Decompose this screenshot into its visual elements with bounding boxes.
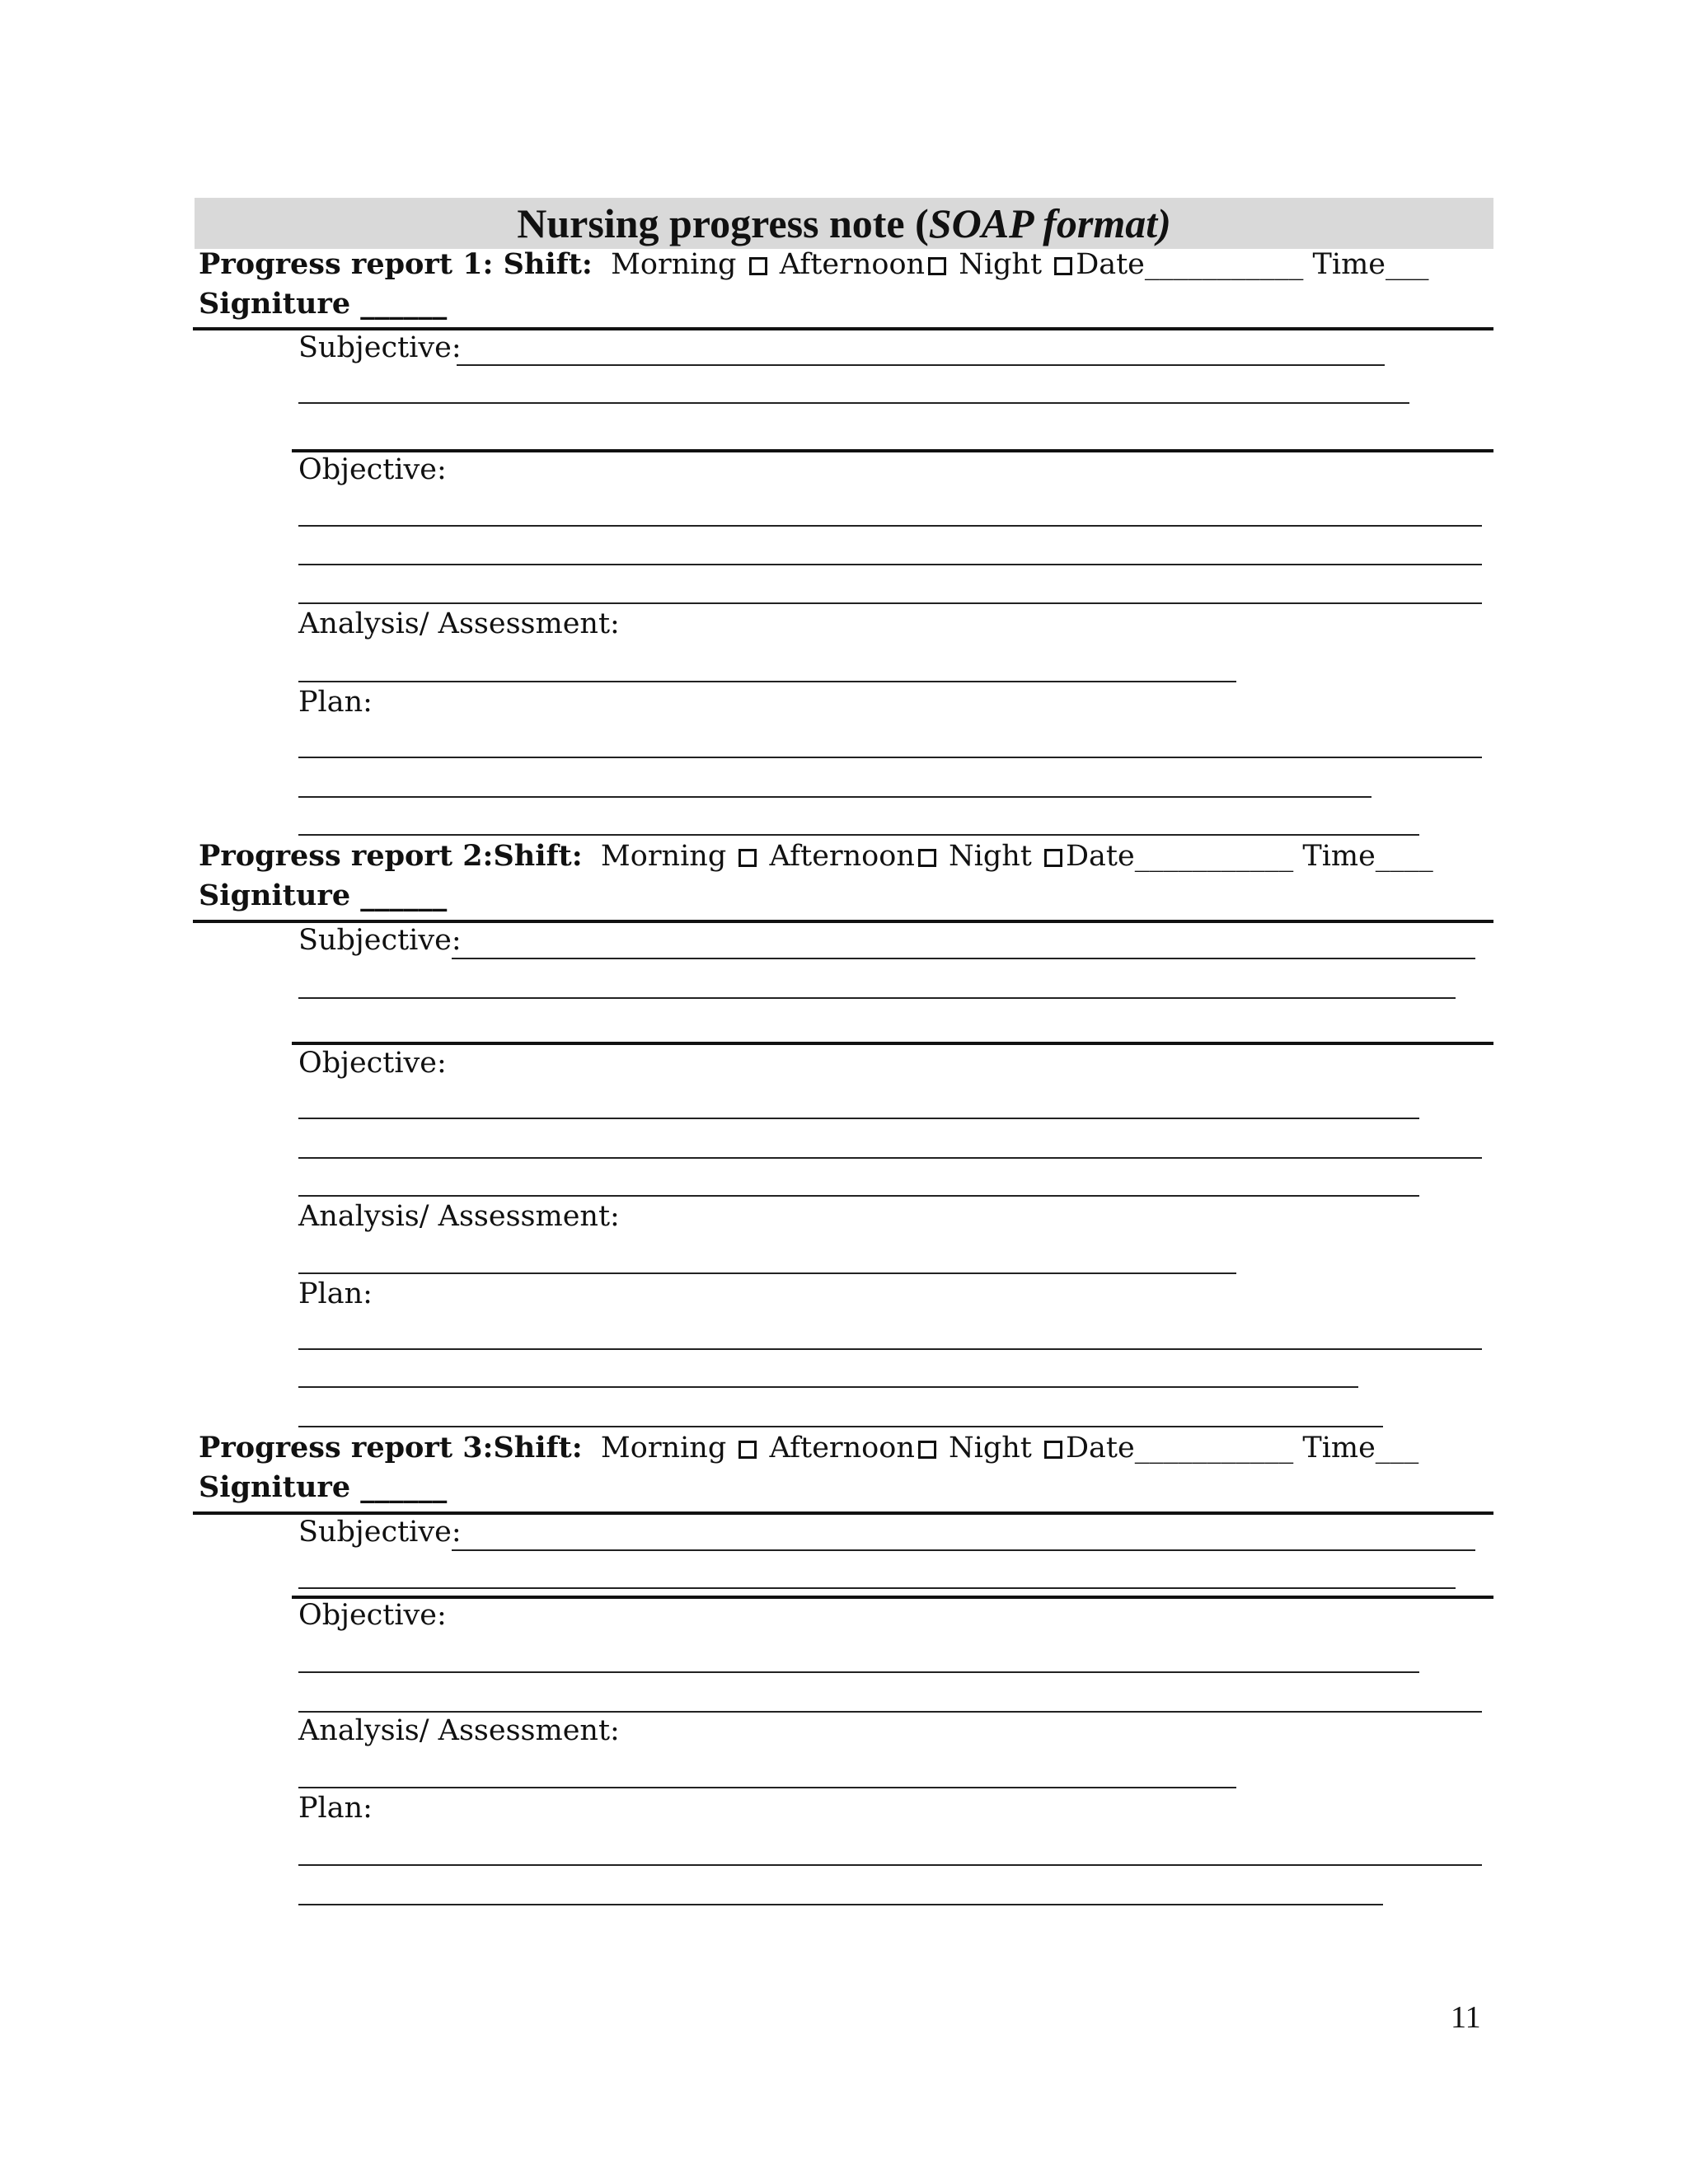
page-title	[195, 198, 1493, 249]
morning-checkbox[interactable]	[749, 257, 767, 275]
subjective-line[interactable]	[452, 1549, 1475, 1551]
objective-line[interactable]	[298, 1157, 1482, 1159]
report-heading: Progress report 1: Shift:	[199, 247, 593, 281]
morning-label: Morning	[600, 840, 727, 873]
subjective-line[interactable]	[298, 997, 1456, 999]
objective-line[interactable]	[298, 564, 1482, 565]
night-checkbox[interactable]	[1044, 1441, 1062, 1459]
afternoon-label: Afternoon	[769, 1432, 915, 1465]
subjective-line[interactable]	[298, 1587, 1456, 1589]
report-2-header	[199, 839, 1433, 873]
subjective-label: Subjective:	[298, 924, 462, 957]
night-label: Night	[949, 1432, 1032, 1465]
title-main: Nursing progress note (	[517, 200, 929, 246]
subjective-line[interactable]	[452, 958, 1475, 959]
plan-line[interactable]	[298, 1904, 1383, 1905]
plan-label: Plan:	[298, 686, 373, 719]
analysis-line[interactable]	[298, 1787, 1236, 1788]
plan-line[interactable]	[298, 1386, 1358, 1388]
analysis-label: Analysis/ Assessment:	[298, 1200, 620, 1233]
objective-label: Objective:	[298, 1599, 447, 1632]
plan-line[interactable]	[298, 834, 1419, 836]
afternoon-label: Afternoon	[779, 248, 926, 281]
plan-label: Plan:	[298, 1792, 373, 1825]
objective-label: Objective:	[298, 1047, 447, 1080]
objective-line[interactable]	[298, 1195, 1419, 1197]
morning-label: Morning	[600, 1432, 727, 1465]
signature-field[interactable]: Signiture ______	[199, 879, 448, 912]
afternoon-checkbox[interactable]	[918, 849, 936, 867]
subjective-label: Subjective:	[298, 1516, 462, 1549]
objective-line[interactable]	[298, 602, 1482, 604]
section-rule	[193, 1511, 1493, 1515]
date-field[interactable]: Date___________	[1066, 840, 1294, 873]
report-heading: Progress report 2:Shift:	[199, 839, 583, 873]
analysis-label: Analysis/ Assessment:	[298, 607, 620, 640]
night-checkbox[interactable]	[1044, 849, 1062, 867]
night-label: Night	[959, 248, 1043, 281]
report-1-header	[199, 247, 1429, 281]
plan-line[interactable]	[298, 1864, 1482, 1866]
analysis-line[interactable]	[298, 1272, 1236, 1274]
morning-checkbox[interactable]	[738, 1441, 757, 1459]
report-heading: Progress report 3:Shift:	[199, 1431, 583, 1465]
section-rule	[292, 1042, 1493, 1045]
plan-line[interactable]	[298, 1426, 1383, 1427]
morning-label: Morning	[611, 248, 737, 281]
time-field[interactable]: Time___	[1312, 248, 1429, 281]
subjective-line[interactable]	[457, 364, 1385, 366]
title-italic: SOAP format)	[928, 200, 1171, 246]
subjective-label: Subjective:	[298, 331, 462, 364]
objective-label: Objective:	[298, 453, 447, 486]
night-label: Night	[949, 840, 1032, 873]
afternoon-checkbox[interactable]	[928, 257, 946, 275]
subjective-line[interactable]	[298, 402, 1409, 404]
plan-label: Plan:	[298, 1277, 373, 1310]
objective-line[interactable]	[298, 525, 1482, 527]
signature-field[interactable]: Signiture ______	[199, 287, 448, 321]
page-number: 11	[1451, 2000, 1481, 2035]
section-rule	[292, 449, 1493, 452]
date-field[interactable]: Date___________	[1066, 1432, 1294, 1465]
night-checkbox[interactable]	[1054, 257, 1072, 275]
section-rule	[193, 920, 1493, 923]
objective-line[interactable]	[298, 1671, 1419, 1673]
date-field[interactable]: Date___________	[1076, 248, 1304, 281]
morning-checkbox[interactable]	[738, 849, 757, 867]
plan-line[interactable]	[298, 757, 1482, 758]
objective-line[interactable]	[298, 1711, 1482, 1713]
objective-line[interactable]	[298, 1118, 1419, 1119]
section-rule	[193, 327, 1493, 330]
plan-line[interactable]	[298, 796, 1372, 798]
signature-field[interactable]: Signiture ______	[199, 1470, 448, 1504]
plan-line[interactable]	[298, 1348, 1482, 1350]
afternoon-checkbox[interactable]	[918, 1441, 936, 1459]
section-rule	[292, 1596, 1493, 1599]
analysis-line[interactable]	[298, 681, 1236, 682]
analysis-label: Analysis/ Assessment:	[298, 1714, 620, 1747]
report-3-header	[199, 1431, 1418, 1465]
afternoon-label: Afternoon	[769, 840, 915, 873]
time-field[interactable]: Time___	[1302, 1432, 1419, 1465]
time-field[interactable]: Time____	[1302, 840, 1433, 873]
